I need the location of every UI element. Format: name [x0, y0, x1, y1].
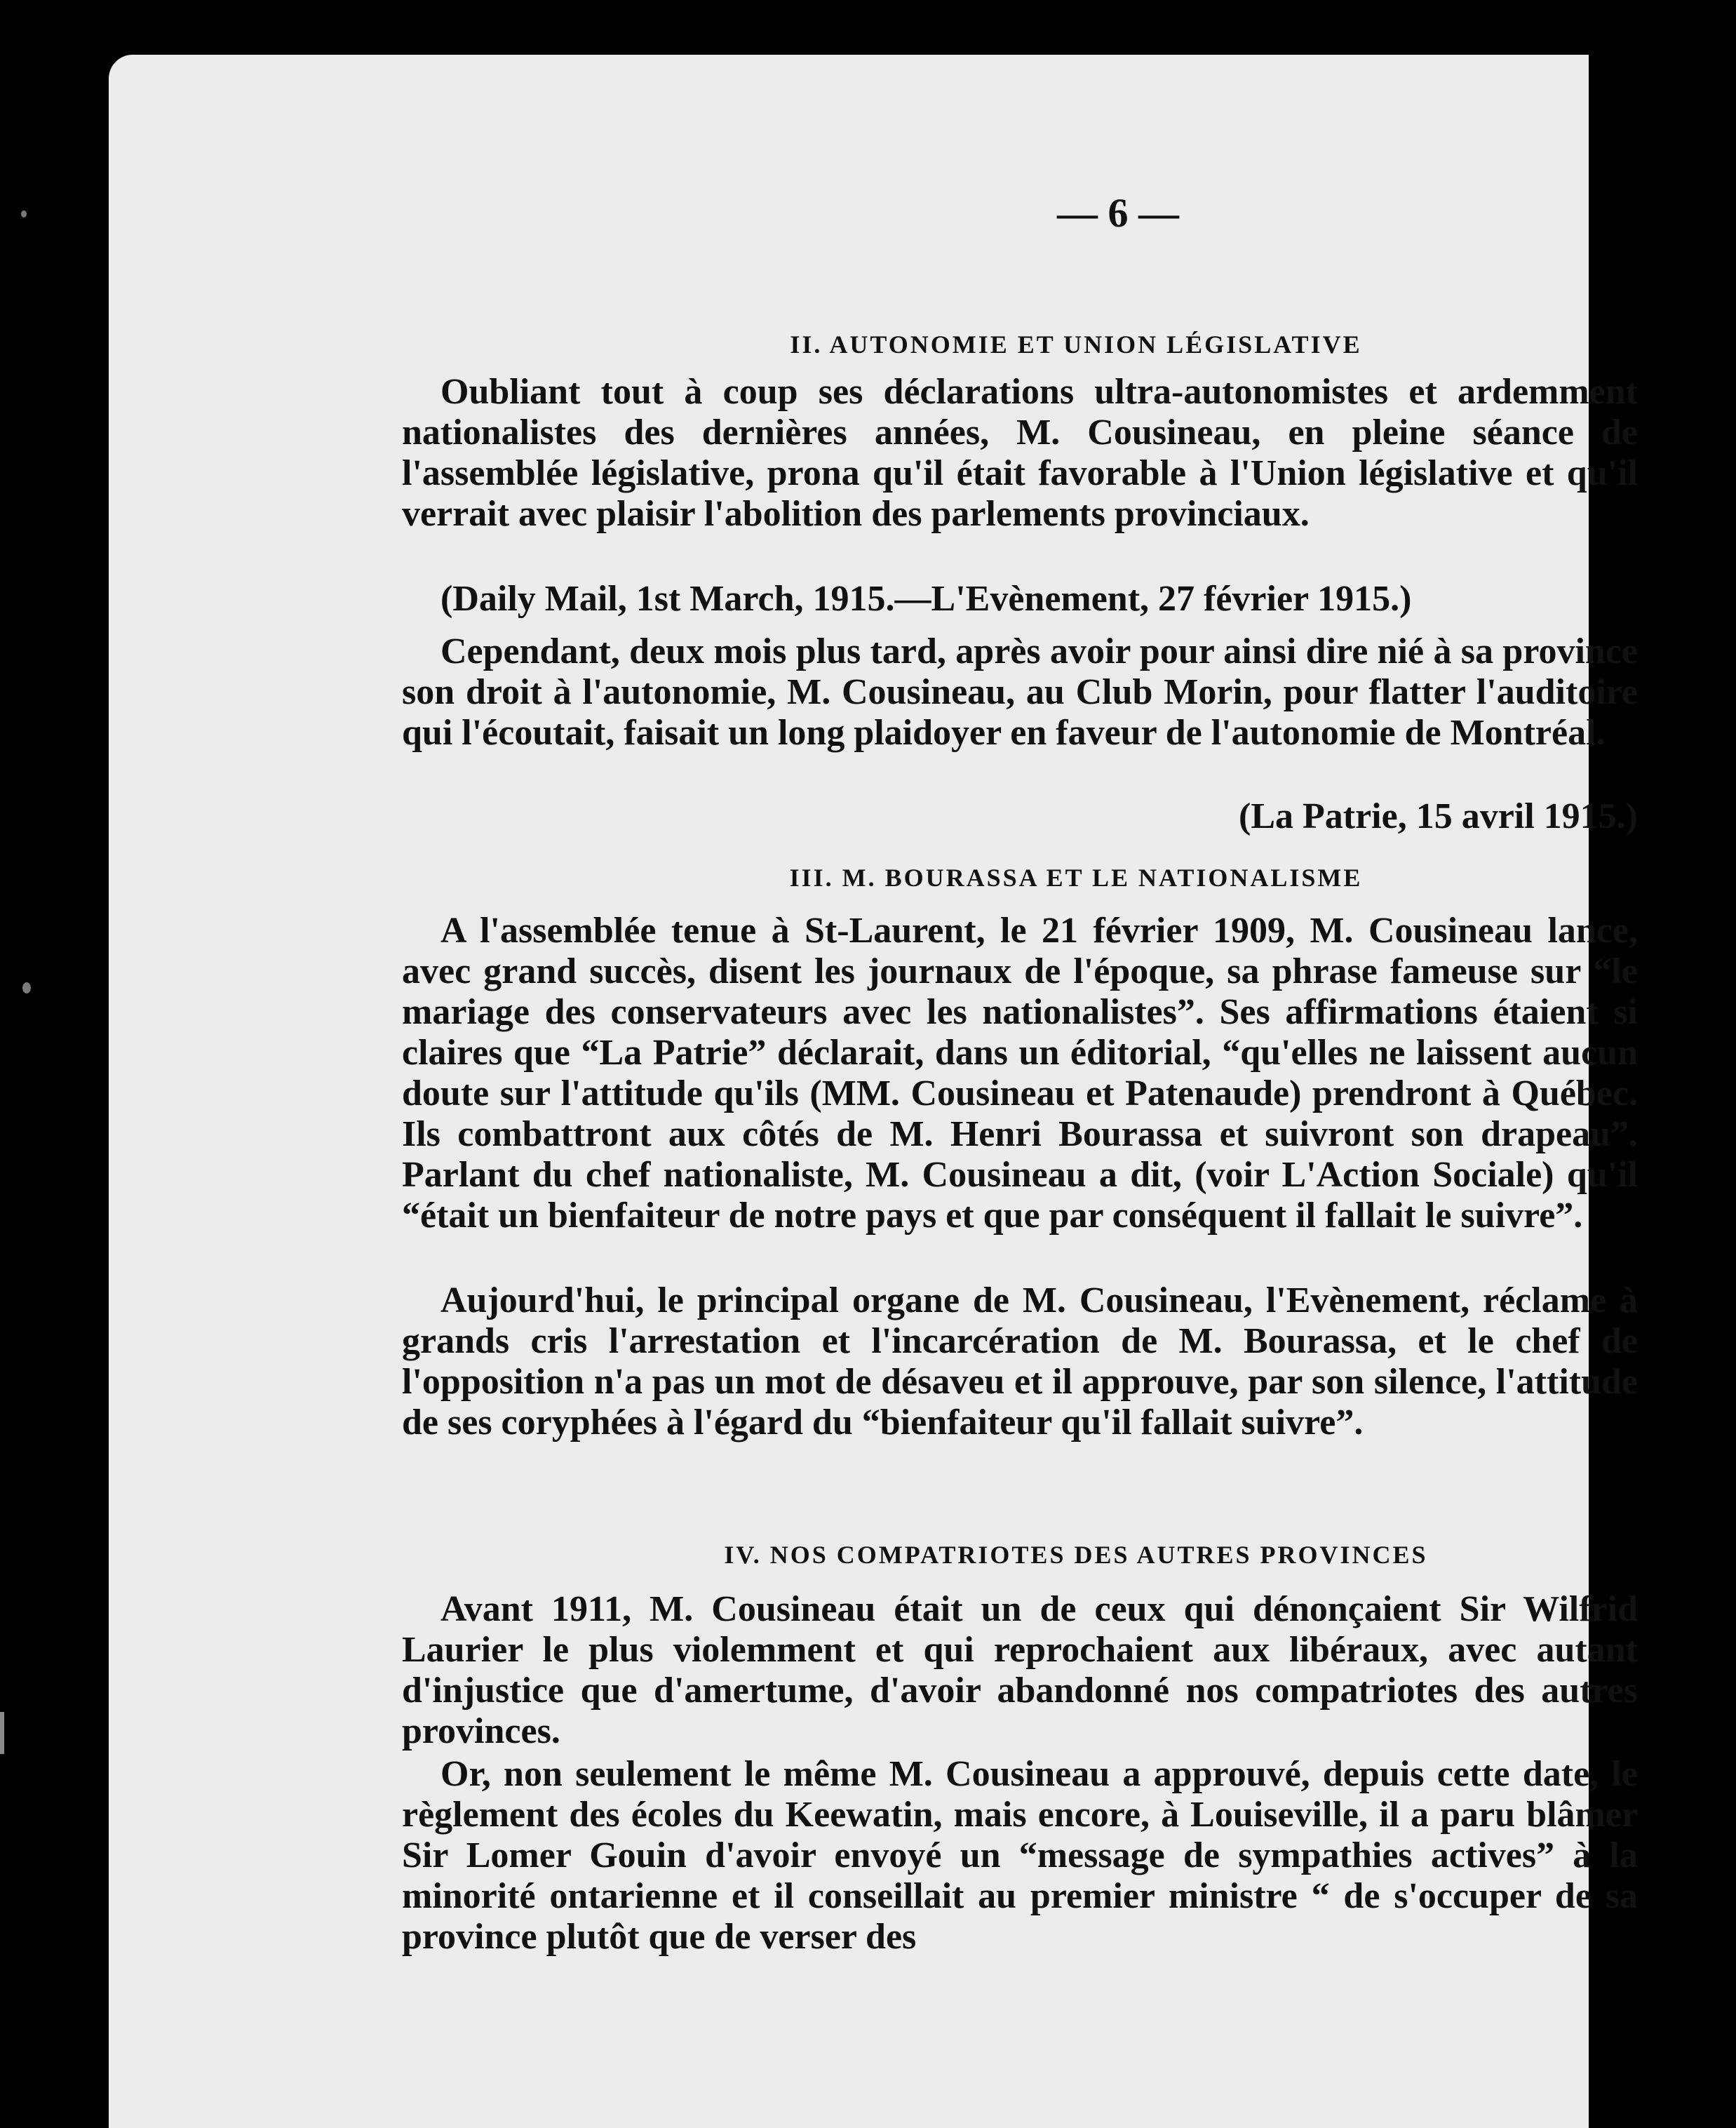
- paragraph: Aujourd'hui, le principal organe de M. Cousineau, l'Evènement, réclame à grands cris l'arrestation et l'incarcération de M. Bourassa, et le chef de l'opposition n'a pas un mot de désaveu et il approuve, par son silence, l'attitude de ses coryphées à l'égard du “bienfaiteur qu'il fallait suivre”.: [402, 1280, 1638, 1443]
- page-number: — 6 —: [1057, 190, 1179, 236]
- paragraph: Cependant, deux mois plus tard, après avoir pour ainsi dire nié à sa province son droit à l'autonomie, M. Cousineau, au Club Morin, pour flatter l'auditoire qui l'écoutait, faisait un long plaidoyer en faveur de l'autonomie de Montréal.: [402, 631, 1638, 753]
- scan-edge-mark: [0, 1712, 4, 1754]
- scan-speck: [22, 982, 31, 993]
- paragraph: Avant 1911, M. Cousineau était un de ceux qui dénonçaient Sir Wilfrid Laurier le plus violemment et qui reprochaient aux libéraux, avec autant d'injustice que d'amertume, d'avoir abandonné nos compatriotes des autres provinces.: [402, 1589, 1638, 1751]
- section-heading-3: III. M. BOURASSA ET LE NATIONALISME: [789, 864, 1363, 892]
- citation: (La Patrie, 15 avril 1915.): [1239, 796, 1638, 836]
- scan-speck: [21, 210, 27, 218]
- paragraph: Or, non seulement le même M. Cousineau a approuvé, depuis cette date, le règlement des écoles du Keewatin, mais encore, à Louiseville, il a paru blâmer Sir Lomer Gouin d'avoir envoyé un “message de sympathies actives” à la minorité ontarienne et il conseillait au premier ministre “ de s'occuper de sa province plutôt que de verser des: [402, 1754, 1638, 1957]
- paragraph: A l'assemblée tenue à St-Laurent, le 21 février 1909, M. Cousineau lance, avec grand succès, disent les journaux de l'époque, sa phrase fameuse sur “le mariage des conservateurs avec les nationalistes”. Ses affirmations étaient si claires que “La Patrie” déclarait, dans un éditorial, “qu'elles ne laissent aucun doute sur l'attitude qu'ils (MM. Cousineau et Patenaude) prendront à Québec. Ils combattront aux côtés de M. Henri Bourassa et suivront son drapeau”. Parlant du chef nationaliste, M. Cousineau a dit, (voir L'Action Sociale) qu'il “était un bienfaiteur de notre pays et que par conséquent il fallait le suivre”.: [402, 911, 1638, 1236]
- section-heading-4: IV. NOS COMPATRIOTES DES AUTRES PROVINCES: [724, 1541, 1428, 1569]
- section-heading-2: II. AUTONOMIE ET UNION LÉGISLATIVE: [790, 330, 1362, 359]
- paragraph: Oubliant tout à coup ses déclarations ultra-autonomistes et ardemment nationalistes des dernières années, M. Cousineau, en pleine séance de l'assemblée législative, prona qu'il était favorable à l'Union législative et qu'il verrait avec plaisir l'abolition des parlements provinciaux.: [402, 372, 1638, 534]
- document-page: [109, 55, 1638, 2128]
- citation: (Daily Mail, 1st March, 1915.—L'Evènement, 27 février 1915.): [440, 579, 1412, 619]
